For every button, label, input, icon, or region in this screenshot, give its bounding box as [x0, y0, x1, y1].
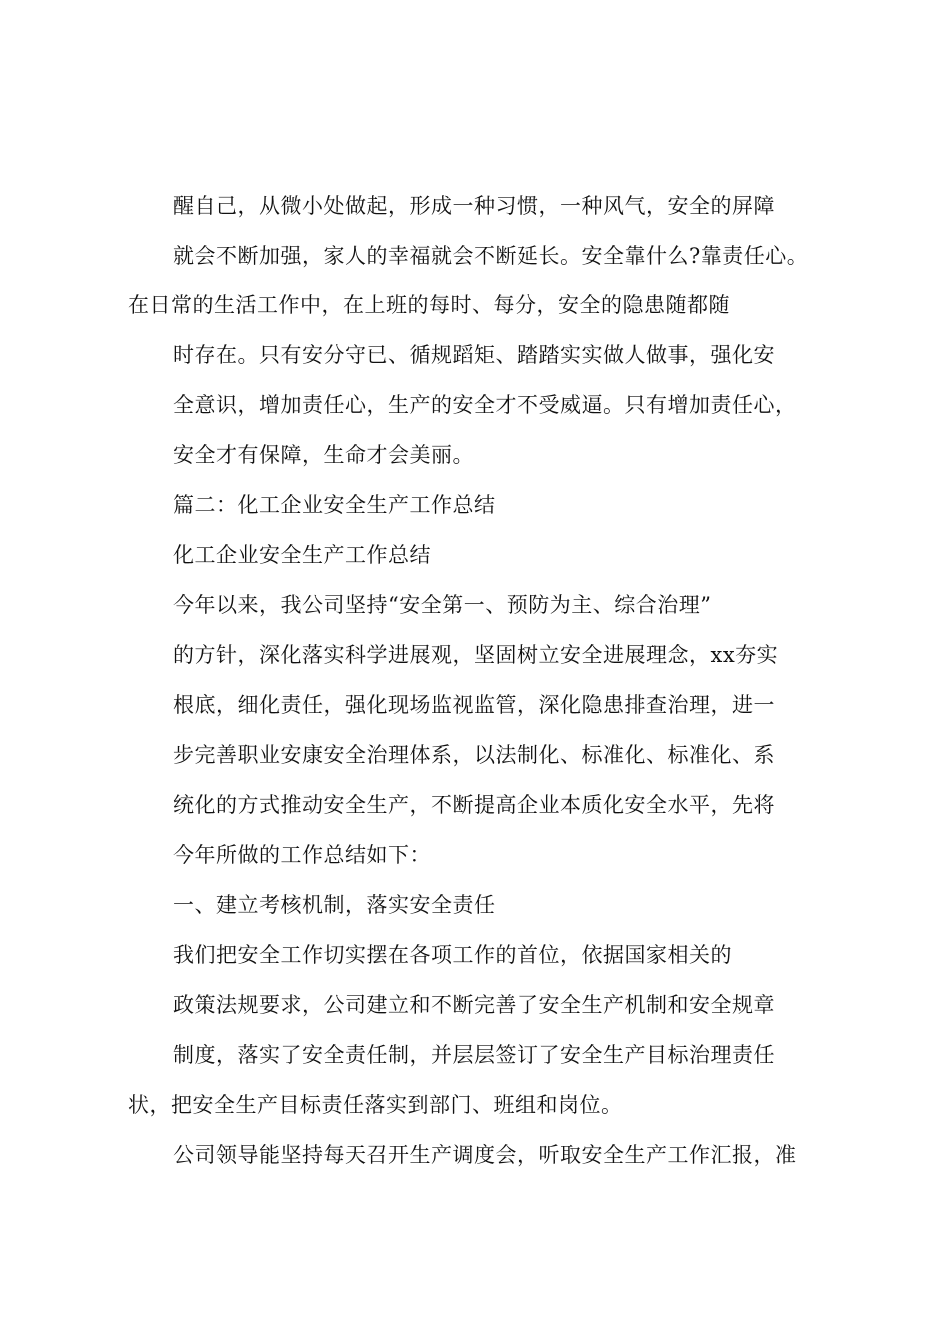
text-line-11: 根底，细化责任，强化现场监视监管，深化隐患排查治理，进一 — [173, 693, 775, 717]
section-heading: 篇二：化工企业安全生产工作总结 — [173, 493, 496, 517]
text-line-16: 我们把安全工作切实摆在各项工作的首位，依据国家相关的 — [173, 943, 732, 967]
text-line-17: 政策法规要求，公司建立和不断完善了安全生产机制和安全规章 — [173, 993, 775, 1017]
text-line-9: 今年以来，我公司坚持“安全第一、预防为主、综合治理” — [173, 593, 712, 617]
text-line-2: 就会不断加强，家人的幸福就会不断延长。安全靠什么?靠责任心。 — [173, 244, 809, 268]
text-line-1: 醒自己，从微小处做起，形成一种习惯，一种风气，安全的屏障 — [173, 194, 775, 218]
text-line-14: 今年所做的工作总结如下： — [173, 843, 431, 867]
subsection-heading: 一、建立考核机制，落实安全责任 — [173, 893, 496, 917]
text-line-18: 制度，落实了安全责任制，并层层签订了安全生产目标治理责任 — [173, 1043, 775, 1067]
text-line-5: 全意识，增加责任心，生产的安全才不受威逼。只有增加责任心， — [173, 393, 797, 417]
text-line-12: 步完善职业安康安全治理体系，以法制化、标准化、标准化、系 — [173, 743, 775, 767]
text-line-13: 统化的方式推动安全生产，不断提高企业本质化安全水平，先将 — [173, 793, 775, 817]
text-line-4: 时存在。只有安分守已、循规蹈矩、踏踏实实做人做事，强化安 — [173, 343, 775, 367]
text-line-6: 安全才有保障，生命才会美丽。 — [173, 443, 474, 467]
text-line-3: 在日常的生活工作中，在上班的每时、每分，安全的隐患随都随 — [128, 293, 730, 317]
text-line-10: 的方针，深化落实科学进展观，坚固树立安全进展理念，xx夯实 — [173, 643, 779, 667]
text-line-20: 公司领导能坚持每天召开生产调度会，听取安全生产工作汇报，准 — [173, 1143, 797, 1167]
document-title: 化工企业安全生产工作总结 — [173, 543, 431, 567]
text-line-19: 状，把安全生产目标责任落实到部门、班组和岗位。 — [128, 1093, 623, 1117]
